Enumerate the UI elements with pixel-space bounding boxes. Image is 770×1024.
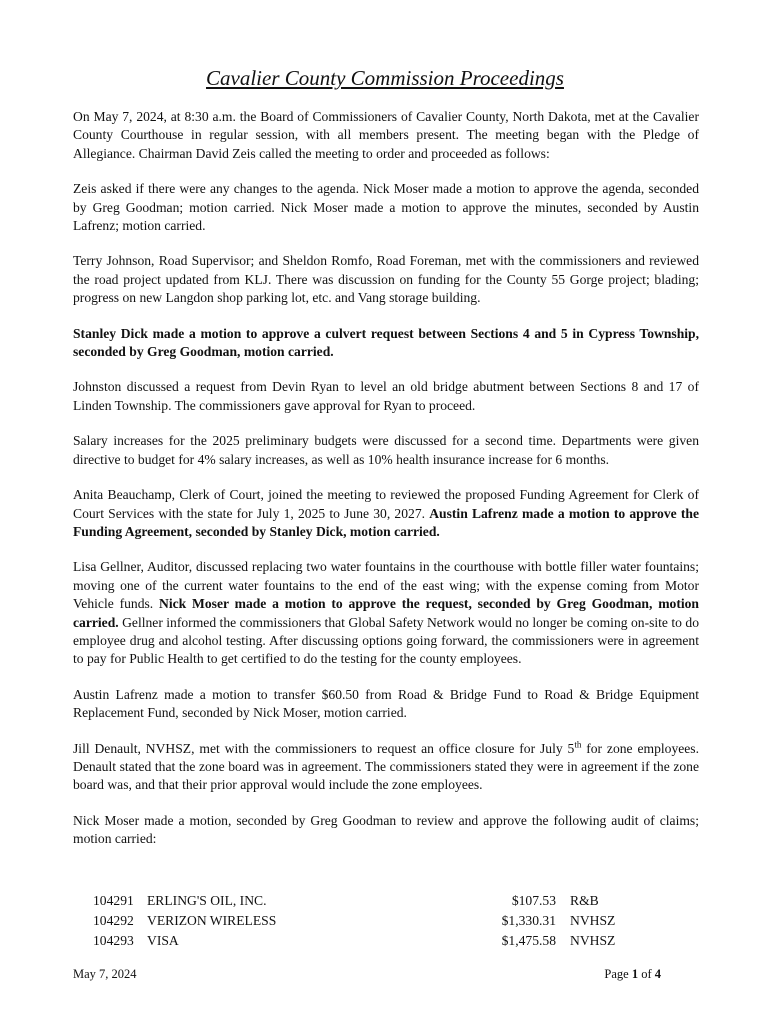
claim-amount: $107.53 xyxy=(511,893,556,908)
claim-amount: $1,475.58 xyxy=(501,933,556,948)
paragraph-text: Jill Denault, NVHSZ, met with the commissioners to request an office closure for July 5 xyxy=(73,740,575,756)
claim-vendor: VISA xyxy=(147,933,179,948)
paragraph xyxy=(73,812,699,849)
paragraph-text: Johnston discussed a request from Devin Ryan to level an old bridge abutment between Sections 8 and 17 of Linden Township. The commissioners gave approval for Ryan to proceed. xyxy=(73,379,699,413)
claim-row xyxy=(93,933,633,953)
paragraph-text: for zone employees. Denault stated that the zone board was in agreement. The commissioners stated they were in agreement if the zone board was, and that their prior approval would include the zone employees. xyxy=(73,740,699,793)
claim-row xyxy=(93,893,633,913)
page-total: 4 xyxy=(654,967,661,981)
claim-vendor: ERLING'S OIL, INC. xyxy=(147,893,267,908)
footer-page-number xyxy=(604,967,661,982)
motion-text-bold: Nick Moser made a motion to approve the request, seconded by Greg Goodman, motion carried. xyxy=(73,596,699,630)
superscript-text: th xyxy=(574,739,582,750)
paragraph xyxy=(73,486,699,541)
paragraph xyxy=(73,108,699,163)
paragraph-text: Salary increases for the 2025 preliminary budgets were discussed for a second time. Departments were given directive to budget for 4% salary increases, as well as 10% health insurance increase for 6 months. xyxy=(73,433,699,467)
paragraph xyxy=(73,686,699,723)
claim-number: 104293 xyxy=(93,933,134,948)
claim-row xyxy=(93,913,633,933)
paragraph-text: Gellner informed the commissioners that Global Safety Network would no longer be coming on-site to do employee drug and alcohol testing. After discussing options going forward, the commissioners were in agreement to pay for Public Health to get certified to do the testing for the county employees. xyxy=(73,614,699,667)
paragraph-text: Lisa Gellner, Auditor, discussed replacing two water fountains in the courthouse with bottle filler water fountains; moving one of the current water fountains to the end of the east wing; with the expense coming from Motor Vehicle funds. xyxy=(73,559,699,612)
claim-number: 104291 xyxy=(93,893,134,908)
paragraph-text: On May 7, 2024, at 8:30 a.m. the Board of Commissioners of Cavalier County, North Dakota, met at the Cavalier County Courthouse in regular session, with all members present. The meeting began with the Pledge of Allegiance. Chairman David Zeis called the meeting to order and proceeded as follows: xyxy=(73,109,699,161)
claim-fund: NVHSZ xyxy=(570,933,616,948)
footer-date: May 7, 2024 xyxy=(73,967,137,981)
paragraph xyxy=(73,252,699,307)
proceedings-body xyxy=(73,108,699,866)
paragraph-text: Austin Lafrenz made a motion to transfer $60.50 from Road & Bridge Fund to Road & Bridge Equipment Replacement Fund, seconded by Nick Moser, motion carried. xyxy=(73,686,699,721)
claim-fund: R&B xyxy=(570,893,599,908)
claim-number: 104292 xyxy=(93,913,134,928)
page-of: of xyxy=(638,967,655,981)
paragraph xyxy=(73,180,699,235)
page-prefix: Page xyxy=(604,967,632,981)
page-title: Cavalier County Commission Proceedings xyxy=(206,66,564,90)
claim-amount: $1,330.31 xyxy=(501,913,556,928)
paragraph xyxy=(73,432,699,469)
claim-vendor: VERIZON WIRELESS xyxy=(147,913,277,928)
paragraph-text: Nick Moser made a motion, seconded by Greg Goodman to review and approve the following audit of claims; motion carried: xyxy=(73,812,699,847)
paragraph xyxy=(73,378,699,415)
page-current: 1 xyxy=(631,967,639,981)
paragraph-text: Zeis asked if there were any changes to the agenda. Nick Moser made a motion to approve the agenda, seconded by Greg Goodman; motion carried. Nick Moser made a motion to approve the minutes, seconded by Austin Lafrenz; motion carried. xyxy=(73,181,699,234)
claims-table xyxy=(93,893,633,953)
paragraph xyxy=(73,325,699,362)
paragraph-text: Anita Beauchamp, Clerk of Court, joined the meeting to reviewed the proposed Funding Agreement for Clerk of Court Services with the state for July 1, 2025 to June 30, 2027. xyxy=(73,487,699,521)
claim-fund: NVHSZ xyxy=(570,913,616,928)
motion-text-bold: Stanley Dick made a motion to approve a culvert request between Sections 4 and 5 in Cypress Township, seconded by Greg Goodman, motion carried. xyxy=(73,325,699,360)
paragraph xyxy=(73,740,699,795)
paragraph xyxy=(73,558,699,668)
motion-text-bold: Austin Lafrenz made a motion to approve the Funding Agreement, seconded by Stanley Dick, motion carried. xyxy=(73,505,699,539)
paragraph-text: Terry Johnson, Road Supervisor; and Sheldon Romfo, Road Foreman, met with the commissioners and reviewed the road project updated from KLJ. There was discussion on funding for the County 55 Gorge project; blading; progress on new Langdon shop parking lot, etc. and Vang storage building. xyxy=(73,253,699,306)
